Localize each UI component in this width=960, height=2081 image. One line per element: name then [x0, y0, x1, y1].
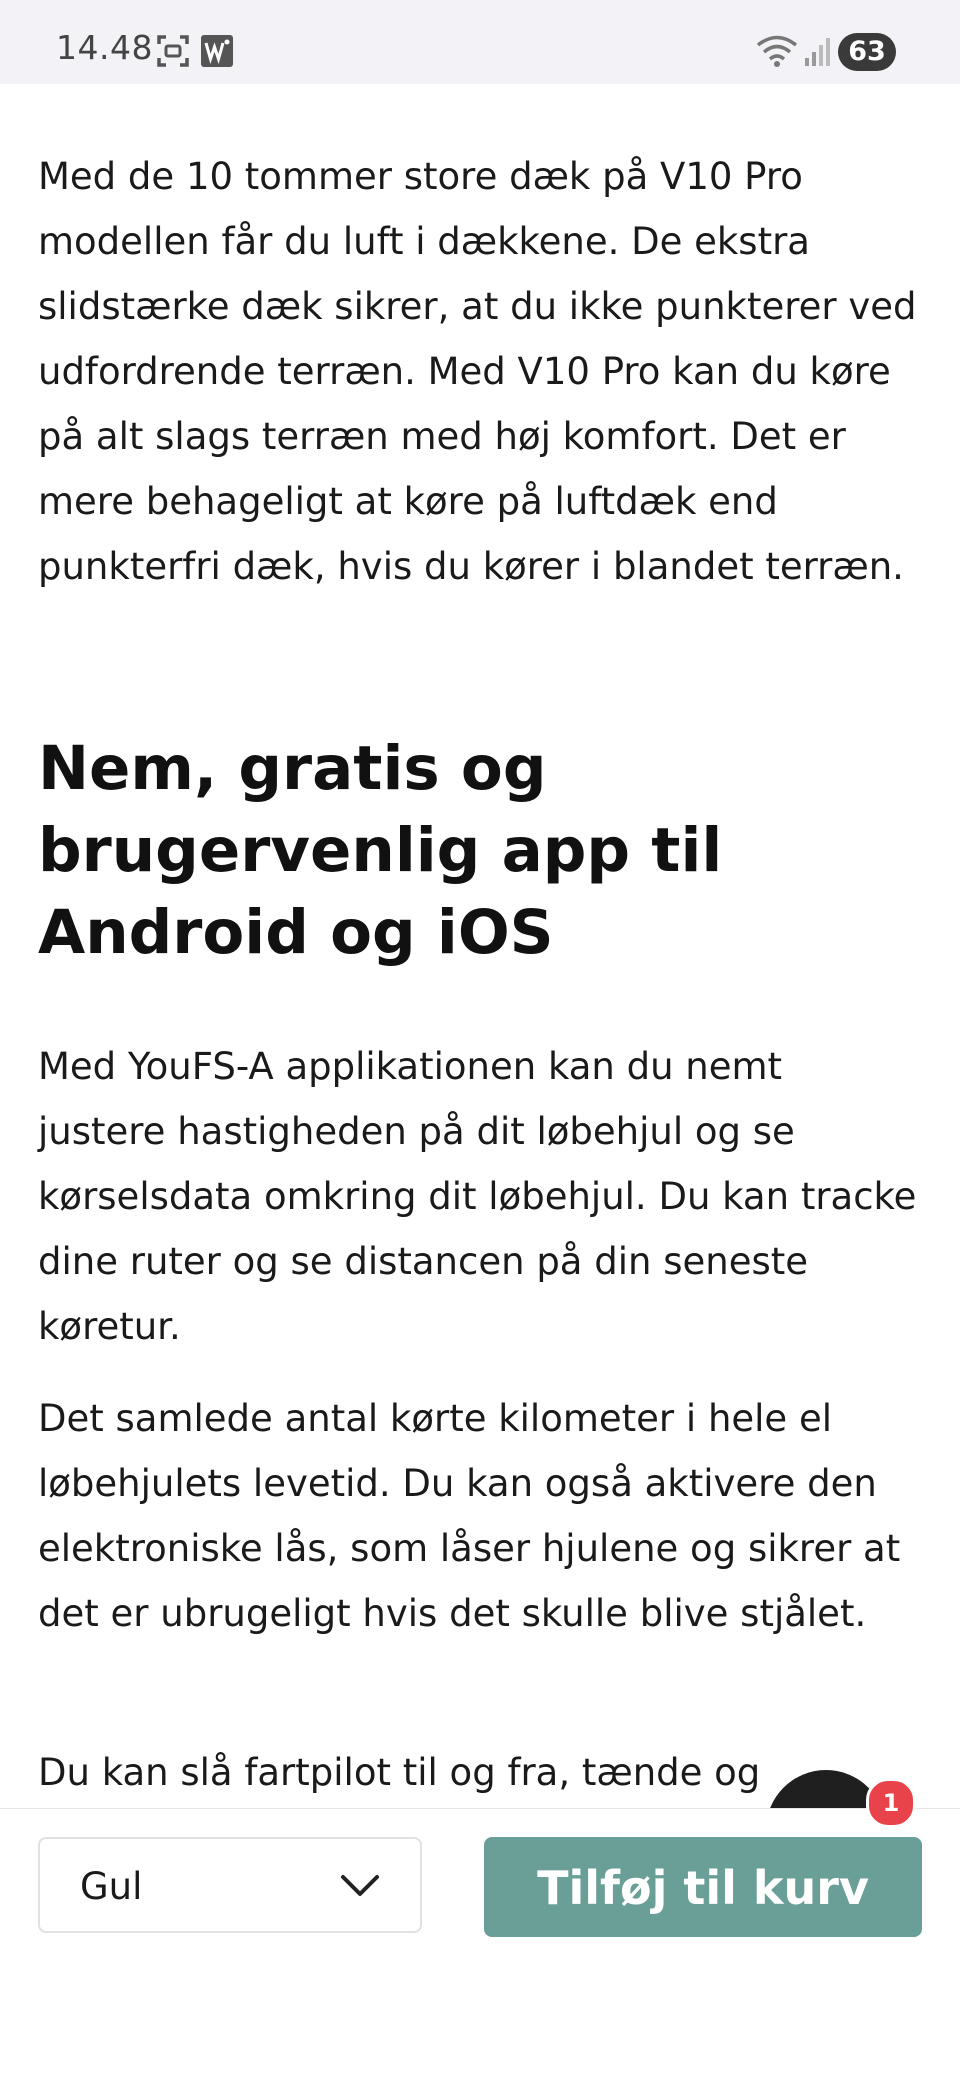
w-app-icon — [200, 34, 234, 72]
add-to-cart-button[interactable]: Tilføj til kurv — [484, 1837, 922, 1937]
screenshot-icon — [156, 34, 190, 72]
signal-icon — [804, 36, 832, 70]
color-select-value: Gul — [80, 1865, 143, 1908]
chat-unread-badge: 1 — [866, 1778, 916, 1828]
color-select[interactable] — [38, 1837, 422, 1933]
status-bar — [0, 0, 960, 84]
status-time: 14.48 — [56, 28, 153, 67]
purchase-bar — [0, 1808, 960, 2081]
article-paragraph: Med de 10 tommer store dæk på V10 Pro modellen får du luft i dækkene. De ekstra slidstærke dæk sikrer, at du ikke punkterer ved udfordrende terræn. Med V10 Pro kan du køre på alt slags terræn med høj komfort. Det er mere behageligt at køre på luftdæk end punkterfri dæk, hvis du kører i blandet terræn. — [38, 155, 917, 588]
article-paragraph: Med YouFS-A applikationen kan du nemt justere hastigheden på dit løbehjul og se kørselsdata omkring dit løbehjul. Du kan tracke dine ruter og se distancen på din seneste køretur. — [38, 1045, 917, 1348]
wifi-icon — [756, 34, 798, 72]
battery-level: 63 — [838, 33, 896, 71]
section-heading: Nem, gratis og brugervenlig app til Android og iOS — [38, 733, 723, 968]
article-paragraph: Du kan slå fartpilot til og fra, tænde og — [38, 1751, 761, 1794]
chevron-down-icon — [340, 1873, 380, 1903]
article-paragraph: Det samlede antal kørte kilometer i hele el løbehjulets levetid. Du kan også aktivere den elektroniske lås, som låser hjulene og sikrer at det er ubrugeligt hvis det skulle blive stjålet. — [38, 1397, 901, 1635]
